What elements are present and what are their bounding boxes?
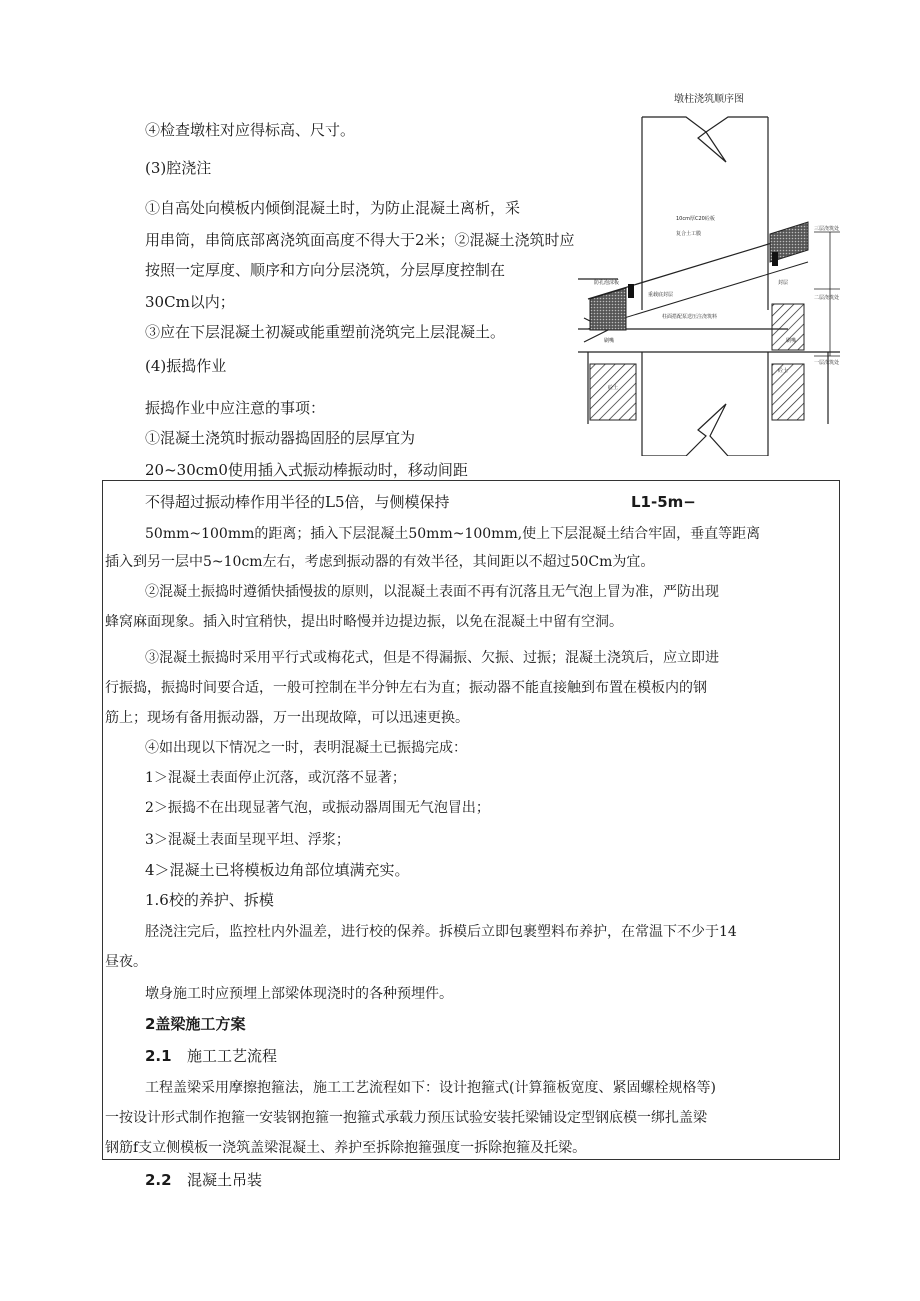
label-backfill: 重载底封层 <box>648 292 674 298</box>
text-line: 4＞混凝土已将模板边角部位填满充实。 <box>145 861 410 879</box>
left-foundation-hatch <box>590 364 636 420</box>
text-line: 墩身施工时应预埋上部梁体现浇时的各种预埋件。 <box>145 986 453 1002</box>
label-step-right: 刷嘴 <box>786 338 797 344</box>
text-line: ①自高处向模板内倾倒混凝土时，为防止混凝土离析，采 <box>145 199 521 217</box>
text-line: (4)振捣作业 <box>145 357 227 375</box>
text-line: 行振捣，振捣时间要合适，一般可控制在半分钟左右为直；振动器不能直接触到布置在模板内的钢 <box>105 680 707 696</box>
pier-pouring-diagram <box>578 84 840 456</box>
text-line: 3＞混凝土表面呈现平坦、浮浆； <box>145 832 350 848</box>
text-line: 胫浇注完后，监控杜内外温差，进行校的保养。拆模后立即包裹塑料布养护，在常温下不少于14 <box>145 924 737 940</box>
text-line: (3)腔浇注 <box>145 159 212 177</box>
subsection-number: 2.2 <box>145 1171 172 1189</box>
label-left-seal: 防孔泡沫板 <box>594 280 620 286</box>
text-line: 不得超过振动棒作用半径的L5倍，与侧模保持 <box>145 493 450 511</box>
text-line: 蜂窝麻面现象。插入时宜稍快，提出时略慢并边提边振，以免在混凝土中留有空洞。 <box>105 614 623 630</box>
text-line: ②混凝土振捣时遵循快插慢拔的原则，以混凝土表面不再有沉落且无气泡上冒为准，严防出现 <box>145 584 719 600</box>
label-level1: 三层浇筑处 <box>814 226 840 232</box>
diagram-title: 墩柱浇筑顺序图 <box>674 94 744 105</box>
label-top-board: 10cm厚C20砼板 <box>676 216 715 222</box>
right-seal-block <box>772 252 778 266</box>
left-pour-layer <box>590 288 626 330</box>
label-pump-line: 柱面搭配泵送压注浇筑料 <box>662 314 718 320</box>
text-line: 1＞混凝土表面停止沉落，或沉落不显著； <box>145 770 406 786</box>
text-line: 插入到另一层中5~10cm左右，考虑到振动器的有效半径，其间距以不超过50Cm为宜。 <box>105 554 655 570</box>
text-line: 钢筋f支立侧模板一浇筑盖梁混凝土、养护至拆除抱箍强度一拆除抱箍及托梁。 <box>105 1140 587 1156</box>
text-line: 昼夜。 <box>105 954 147 970</box>
left-seal-block <box>628 284 634 298</box>
text-line: 筋上；现场有备用振动器，万一出现故障，可以迅速更换。 <box>105 710 469 726</box>
section-heading: 2盖梁施工方案 <box>145 1015 246 1033</box>
subsection-number: 2.1 <box>145 1047 172 1065</box>
text-line: 50mm~100mm的距离；插入下层混凝土50mm~100mm,使上下层混凝土结合牢固，垂直等距离 <box>145 526 761 542</box>
label-step-left: 刷嘴 <box>604 338 615 344</box>
section-heading: 1.6校的养护、拆模 <box>145 891 274 909</box>
text-line: ④检查墩柱对应得标高、尺寸。 <box>145 121 356 139</box>
dimension-markers <box>814 232 840 356</box>
text-line: ③应在下层混凝土初凝或能重塑前浇筑完上层混凝土。 <box>145 323 506 341</box>
label-level2: 二层浇筑处 <box>814 295 840 301</box>
text-line: 30Cm以内； <box>145 293 235 311</box>
subsection-title: 混凝土吊装 <box>187 1171 263 1189</box>
text-line: ③混凝土振捣时采用平行式或梅花式，但是不得漏振、欠振、过振；混凝土浇筑后，应立即进 <box>145 650 719 666</box>
label-foundation-left: 砼土 <box>608 385 619 391</box>
text-line: ④如出现以下情况之一时，表明混凝土已振捣完成： <box>145 740 467 756</box>
label-composite: 复合土工膜 <box>676 231 702 237</box>
text-line: 2＞振捣不在出现显著气泡，或振动器周围无气泡冒出； <box>145 800 490 816</box>
label-seal-course: 封层 <box>778 280 789 286</box>
text-line: ①混凝土浇筑时振动器捣固胫的层厚宜为 <box>145 429 416 447</box>
label-foundation-right: 砼土 <box>778 368 789 374</box>
text-line-formula: L1-5m− <box>631 493 696 511</box>
text-line: 按照一定厚度、顺序和方向分层浇筑，分层厚度控制在 <box>145 261 506 279</box>
text-line: 振捣作业中应注意的事项： <box>145 399 326 417</box>
text-line: 一按设计形式制作抱箍一安装钢抱箍一抱箍式承载力预压试验安装托梁铺设定型钢底模一绑扎盖梁 <box>105 1110 707 1126</box>
text-line: 用串筒，串筒底部离浇筑面高度不得大于2米；②混凝土浇筑时应 <box>145 231 575 249</box>
text-line: 20~30cm0使用插入式振动棒振动时，移动间距 <box>145 461 468 479</box>
label-level3: 一层浇筑处 <box>814 360 840 366</box>
subsection-title: 施工工艺流程 <box>187 1047 278 1065</box>
text-line: 工程盖梁采用摩擦抱箍法，施工工艺流程如下：设计抱箍式(计算箍板宽度、紧固螺栓规格等) <box>145 1080 716 1096</box>
